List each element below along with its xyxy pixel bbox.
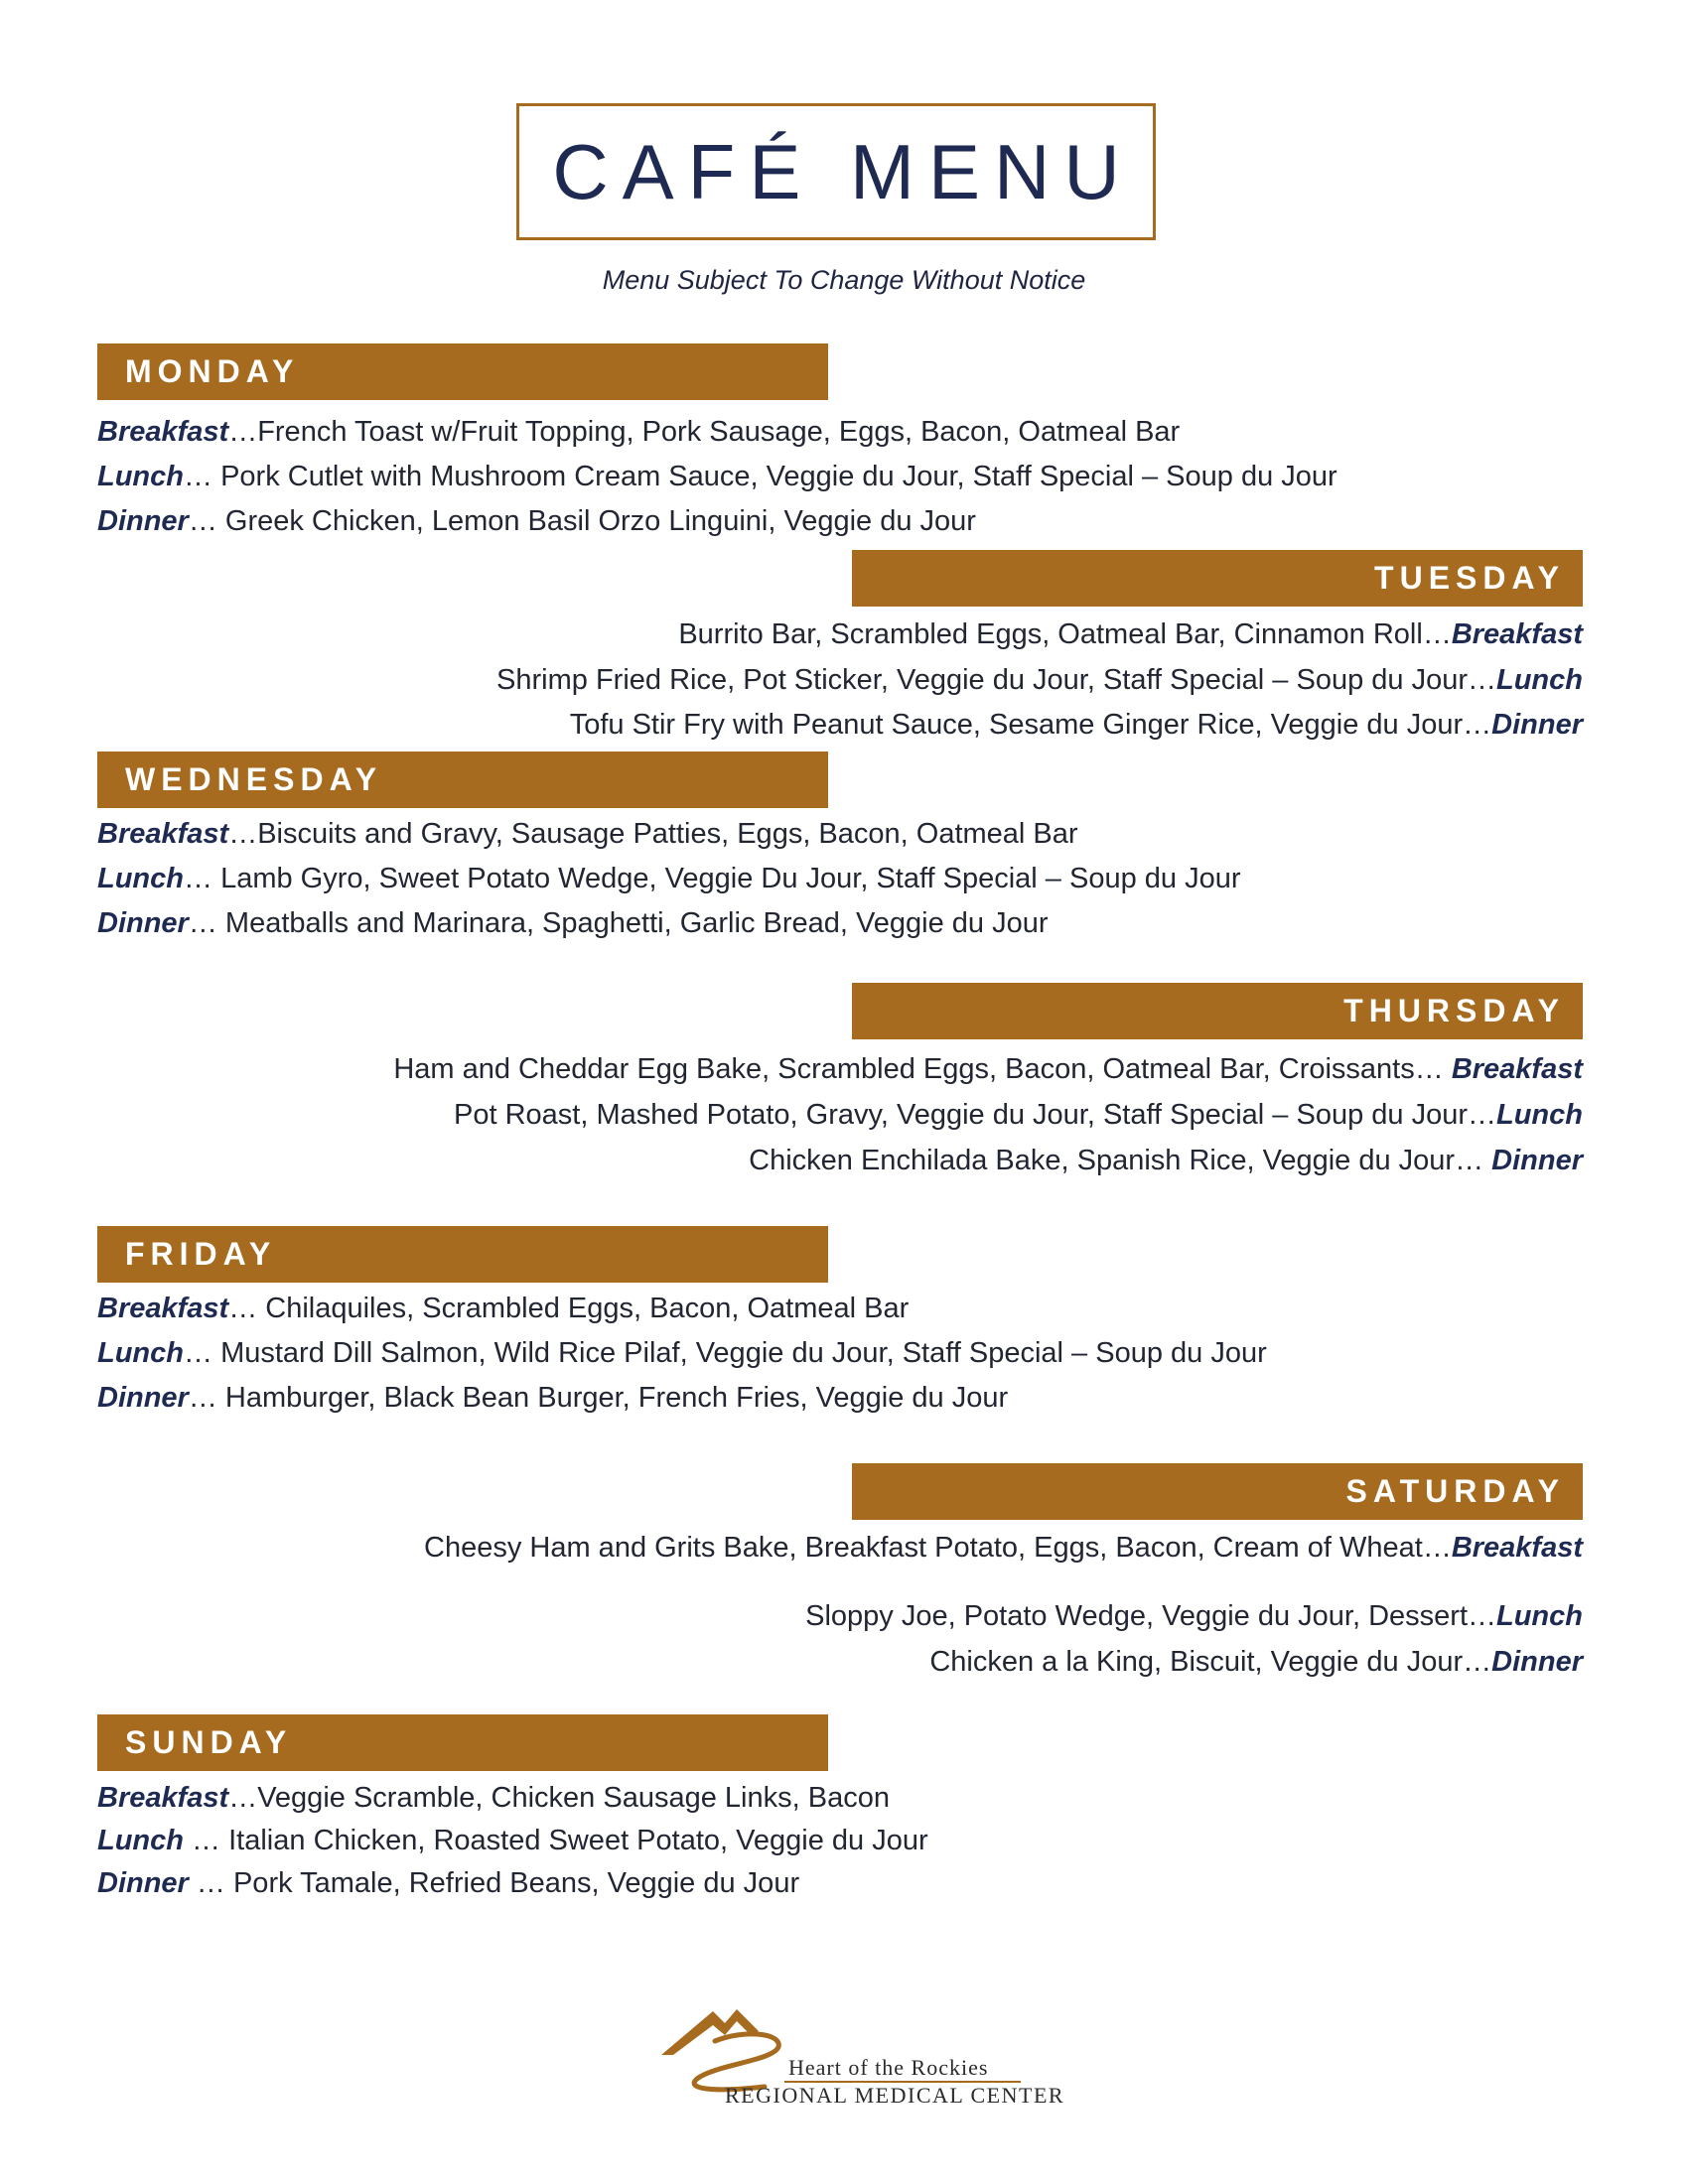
meal-items: Burrito Bar, Scrambled Eggs, Oatmeal Bar, Cinnamon Roll (678, 618, 1423, 650)
meal-label: Lunch (1496, 664, 1583, 696)
separator: … (1463, 709, 1492, 741)
meal-label: Lunch (97, 461, 184, 492)
meal-items: Hamburger, Black Bean Burger, French Fries, Veggie du Jour (224, 1382, 1009, 1414)
separator: … (1468, 1600, 1496, 1632)
day-header-saturday: SATURDAY (852, 1463, 1583, 1520)
meal-label: Lunch (97, 863, 184, 894)
day-header-sunday: SUNDAY (97, 1714, 828, 1771)
meal-items: Biscuits and Gravy, Sausage Patties, Eggs, Bacon, Oatmeal Bar (257, 818, 1078, 850)
separator: … (188, 505, 225, 537)
meal-items: Ham and Cheddar Egg Bake, Scrambled Eggs, Bacon, Oatmeal Bar, Croissants (393, 1053, 1415, 1085)
thursday-breakfast (393, 1051, 1583, 1087)
meal-label: Dinner (1491, 1145, 1583, 1176)
separator: … (1414, 1053, 1452, 1085)
tuesday-lunch (496, 662, 1583, 698)
day-header-friday: FRIDAY (97, 1226, 828, 1283)
separator: … (1455, 1145, 1492, 1176)
meal-items: Chicken Enchilada Bake, Spanish Rice, Veggie du Jour (749, 1145, 1456, 1176)
day-header-thursday: THURSDAY (852, 983, 1583, 1039)
tuesday-breakfast (678, 616, 1583, 652)
meal-label: Dinner (97, 505, 189, 537)
meal-items: Pot Roast, Mashed Potato, Gravy, Veggie du Jour, Staff Special – Soup du Jour (454, 1099, 1468, 1131)
meal-label: Dinner (97, 1382, 189, 1414)
logo-name: Heart of the Rockies (788, 2055, 989, 2080)
separator: … (188, 1867, 233, 1899)
meal-items: Italian Chicken, Roasted Sweet Potato, Veggie du Jour (228, 1825, 928, 1856)
meal-label: Dinner (1491, 1646, 1583, 1678)
sunday-lunch (97, 1823, 928, 1858)
thursday-lunch (454, 1097, 1583, 1133)
meal-label: Lunch (1496, 1600, 1583, 1632)
friday-dinner (97, 1380, 1008, 1416)
meal-items: Greek Chicken, Lemon Basil Orzo Linguini, Veggie du Jour (224, 505, 976, 537)
meal-items: French Toast w/Fruit Topping, Pork Sausage, Eggs, Bacon, Oatmeal Bar (257, 416, 1181, 448)
separator: … (184, 461, 221, 492)
saturday-dinner (929, 1644, 1583, 1680)
separator: … (184, 1825, 229, 1856)
sunday-dinner (97, 1865, 799, 1901)
meal-items: Tofu Stir Fry with Peanut Sauce, Sesame Ginger Rice, Veggie du Jour (569, 709, 1464, 741)
meal-items: Chilaquiles, Scrambled Eggs, Bacon, Oatmeal Bar (265, 1293, 910, 1324)
day-header-tuesday: TUESDAY (852, 550, 1583, 607)
separator: … (228, 416, 258, 448)
wednesday-dinner (97, 905, 1049, 941)
meal-items: Chicken a la King, Biscuit, Veggie du Jour (929, 1646, 1464, 1678)
separator: … (184, 1337, 221, 1369)
separator: … (1422, 618, 1452, 650)
meal-items: Veggie Scramble, Chicken Sausage Links, Bacon (257, 1782, 890, 1814)
separator: … (228, 818, 258, 850)
friday-lunch (97, 1335, 1267, 1371)
monday-dinner (97, 503, 976, 539)
meal-label: Dinner (97, 1867, 189, 1899)
separator: … (228, 1293, 266, 1324)
separator: … (228, 1782, 258, 1814)
meal-items: Pork Tamale, Refried Beans, Veggie du Jour (232, 1867, 800, 1899)
thursday-dinner (749, 1143, 1583, 1178)
meal-items: Lamb Gyro, Sweet Potato Wedge, Veggie Du Jour, Staff Special – Soup du Jour (220, 863, 1241, 894)
monday-breakfast (97, 414, 1180, 450)
day-header-wednesday: WEDNESDAY (97, 751, 828, 808)
meal-label: Lunch (97, 1337, 184, 1369)
logo-subtitle: REGIONAL MEDICAL CENTER (725, 2083, 1065, 2108)
day-header-monday: MONDAY (97, 343, 828, 400)
meal-items: Mustard Dill Salmon, Wild Rice Pilaf, Veggie du Jour, Staff Special – Soup du Jour (220, 1337, 1267, 1369)
meal-label: Breakfast (97, 818, 229, 850)
separator: … (1422, 1532, 1452, 1564)
tuesday-dinner (570, 707, 1583, 743)
meal-items: Cheesy Ham and Grits Bake, Breakfast Potato, Eggs, Bacon, Cream of Wheat (424, 1532, 1423, 1564)
page-title: CAFÉ MENU (552, 127, 1134, 215)
wednesday-lunch (97, 861, 1241, 896)
saturday-breakfast (424, 1530, 1583, 1566)
separator: … (188, 1382, 225, 1414)
wednesday-breakfast (97, 816, 1078, 852)
friday-breakfast (97, 1291, 909, 1326)
meal-label: Dinner (1491, 709, 1583, 741)
saturday-lunch (805, 1598, 1583, 1634)
sunday-breakfast (97, 1780, 890, 1816)
meal-label: Dinner (97, 907, 189, 939)
title-box (516, 103, 1156, 240)
meal-items: Sloppy Joe, Potato Wedge, Veggie du Jour, Dessert (805, 1600, 1468, 1632)
menu-disclaimer: Menu Subject To Change Without Notice (602, 265, 1086, 295)
meal-label: Breakfast (1451, 618, 1583, 650)
monday-lunch (97, 459, 1337, 494)
separator: … (1468, 664, 1496, 696)
meal-items: Pork Cutlet with Mushroom Cream Sauce, Veggie du Jour, Staff Special – Soup du Jour (220, 461, 1337, 492)
separator: … (188, 907, 225, 939)
meal-label: Lunch (1496, 1099, 1583, 1131)
meal-label: Lunch (97, 1825, 184, 1856)
meal-label: Breakfast (97, 416, 229, 448)
meal-items: Shrimp Fried Rice, Pot Sticker, Veggie du Jour, Staff Special – Soup du Jour (496, 664, 1468, 696)
meal-label: Breakfast (1451, 1532, 1583, 1564)
separator: … (1468, 1099, 1496, 1131)
meal-label: Breakfast (1451, 1053, 1583, 1085)
meal-label: Breakfast (97, 1293, 229, 1324)
meal-label: Breakfast (97, 1782, 229, 1814)
separator: … (1463, 1646, 1492, 1678)
separator: … (184, 863, 221, 894)
meal-items: Meatballs and Marinara, Spaghetti, Garlic Bread, Veggie du Jour (224, 907, 1049, 939)
